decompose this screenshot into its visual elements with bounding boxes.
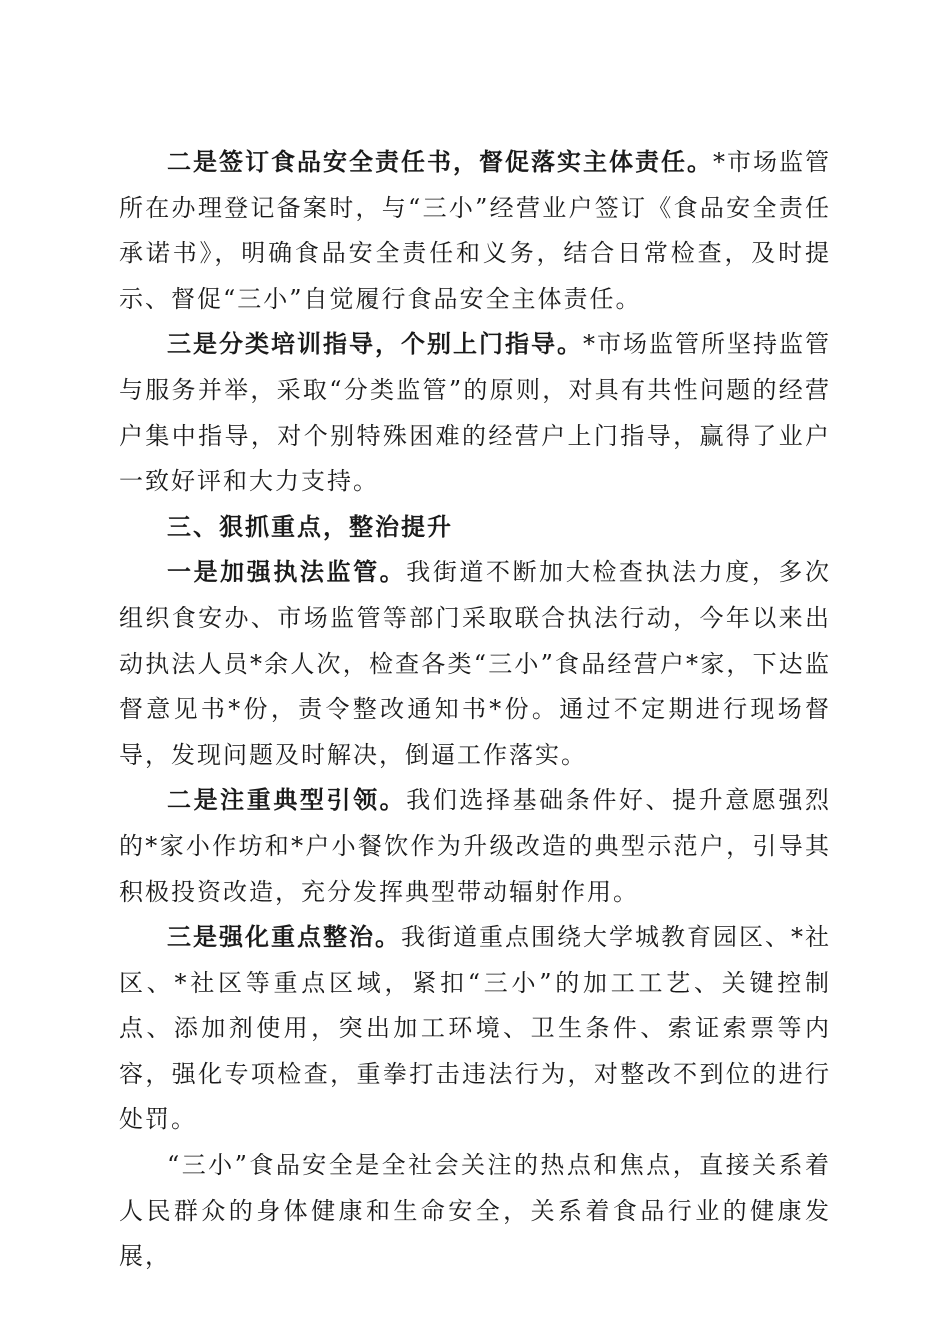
paragraph-lead: 三是强化重点整治。	[167, 923, 401, 952]
section-heading: 三、狠抓重点，整治提升	[167, 512, 453, 541]
paragraph-enforcement	[119, 550, 831, 778]
paragraph-body: 我街道不断加大检查执法力度，多次组织食安办、市场监管等部门采取联合执法行动，今年以来出动执法人员*余人次，检查各类“三小”食品经营户*家，下达监督意见书*份，责令整改通知书*份。通过不定期进行现场督导，发现问题及时解决，倒逼工作落实。	[119, 558, 831, 769]
document-body	[119, 140, 831, 1280]
paragraph-lead: 三是分类培训指导，个别上门指导。	[167, 330, 583, 359]
paragraph-model-leading	[119, 778, 831, 915]
paragraph-closing: “三小”食品安全是全社会关注的热点和焦点，直接关系着人民群众的身体健康和生命安全，关系着食品行业的健康发展，	[119, 1151, 831, 1271]
paragraph-body: *市场监管所在办理登记备案时，与“三小”经营业户签订《食品安全责任承诺书》，明确食品安全责任和义务，结合日常检查，及时提示、督促“三小”自觉履行食品安全主体责任。	[119, 148, 831, 313]
paragraph-key-rectification	[119, 915, 831, 1143]
paragraph-body: 我们选择基础条件好、提升意愿强烈的*家小作坊和*户小餐饮作为升级改造的典型示范户，引导其积极投资改造，充分发挥典型带动辐射作用。	[119, 786, 831, 906]
paragraph-lead: 一是加强执法监管。	[167, 558, 407, 587]
paragraph-body: *市场监管所坚持监管与服务并举，采取“分类监管”的原则，对具有共性问题的经营户集中指导，对个别特殊困难的经营户上门指导，赢得了业户一致好评和大力支持。	[119, 330, 831, 496]
paragraph-lead: 二是签订食品安全责任书，督促落实主体责任。	[167, 148, 713, 176]
paragraph-training-guidance	[119, 322, 831, 504]
paragraph-body: 我街道重点围绕大学城教育园区、*社区、*社区等重点区域，紧扣“三小”的加工工艺、关键控制点、添加剂使用，突出加工环境、卫生条件、索证索票等内容，强化专项检查，重拳打击违法行为，对整改不到位的进行处罚。	[119, 923, 831, 1134]
paragraph-responsibility-letter	[119, 140, 831, 322]
paragraph-lead: 二是注重典型引领。	[167, 786, 407, 815]
